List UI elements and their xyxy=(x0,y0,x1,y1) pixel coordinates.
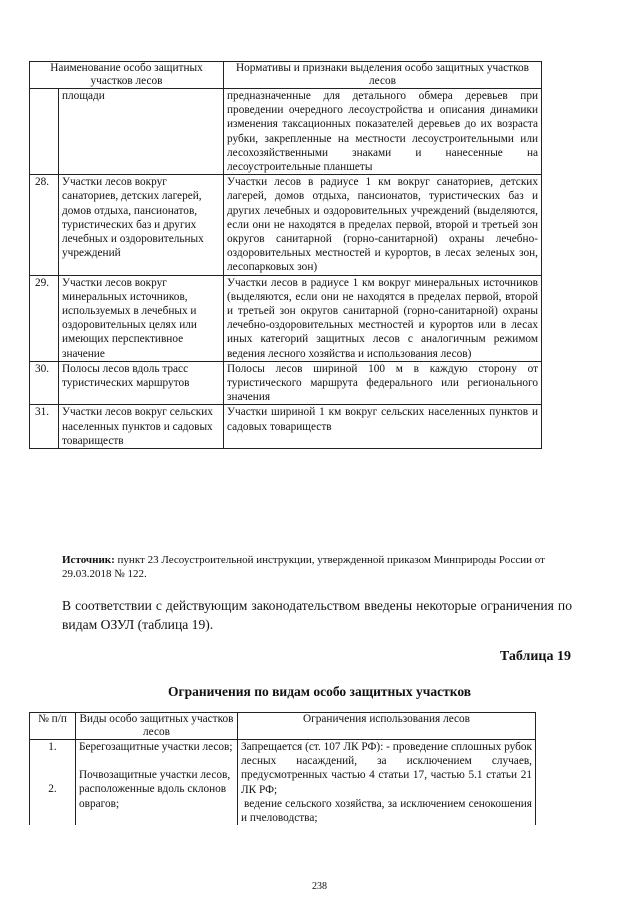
source-label: Источник: xyxy=(62,554,115,566)
header-col-restrictions: Ограничения использования лесов xyxy=(238,713,536,740)
source-text: пункт 23 Лесоустроительной инструкции, утвержденной приказом Минприроды России от 29.03.2018 № 122. xyxy=(62,554,545,580)
row-number xyxy=(30,89,59,175)
table-row xyxy=(30,89,542,175)
row-types xyxy=(76,740,238,826)
row-number: 29. xyxy=(30,275,59,361)
table-label: Таблица 19 xyxy=(499,649,571,664)
header-col-number: № п/п xyxy=(30,713,76,740)
body-paragraph: В соответствии с действующим законодательством введены некоторые ограничения по видам ОЗУЛ (таблица 19). xyxy=(62,598,572,632)
table-header-row xyxy=(30,713,536,740)
page-number: 238 xyxy=(312,881,327,892)
restriction-text: ведение сельского хозяйства, за исключением сенокошения и пчеловодства; xyxy=(241,797,532,825)
row-name: Участки лесов вокруг санаториев, детских лагерей, домов отдыха, пансионатов, туристических баз и других лечебных и оздоровительных учреждений xyxy=(59,175,224,275)
table-19 xyxy=(29,712,536,825)
table-row xyxy=(30,175,542,275)
header-col-name: Наименование особо защитных участков лесов xyxy=(30,62,224,89)
row-name: Участки лесов вокруг сельских населенных пунктов и садовых товариществ xyxy=(59,405,224,449)
table-row xyxy=(30,275,542,361)
row-type: Почвозащитные участки лесов, расположенные вдоль склонов оврагов; xyxy=(79,769,231,810)
restriction-text: Запрещается (ст. 107 ЛК РФ): - проведение сплошных рубок лесных насаждений, за исключением случаев, предусмотренных частью 4 статьи 17, частью 5.1 статьи 21 ЛК РФ; xyxy=(241,741,532,796)
row-number: 2. xyxy=(48,783,57,796)
row-number: 28. xyxy=(30,175,59,275)
row-restrictions xyxy=(238,740,536,826)
row-number: 30. xyxy=(30,361,59,405)
row-norm: Участки лесов в радиусе 1 км вокруг санаториев, детских лагерей, домов отдыха, пансионатов, туристических баз и других лечебных и оздоровительных учреждений (выделяются, если они не находятся в пределах первой, второй и третьей зон округов санитарной (горно-санитарной) охраны лечебно-оздоровительных местностей и курортов, в лесах зеленых зон, лесопарковых зон) xyxy=(224,175,542,275)
row-name: площади xyxy=(59,89,224,175)
row-norm: Полосы лесов шириной 100 м в каждую сторону от туристического маршрута федерального или регионального значения xyxy=(224,361,542,405)
row-number: 31. xyxy=(30,405,59,449)
table-row xyxy=(30,405,542,449)
row-type: Берегозащитные участки лесов; xyxy=(79,741,233,753)
row-norm: предназначенные для детального обмера деревьев при проведении очередного лесоустройства и описания динамики изменения таксационных показателей деревьев до их возраста рубки, закрепленные на местности лесоустроительными или лесохозяйственными знаками и нанесенные на лесоустроительные планшеты xyxy=(224,89,542,175)
row-numbers xyxy=(30,740,76,826)
source-note xyxy=(62,553,572,581)
row-number: 1. xyxy=(48,741,57,753)
table-row xyxy=(30,361,542,405)
table-row xyxy=(30,740,536,826)
row-name: Участки лесов вокруг минеральных источников, используемых в лечебных и оздоровительных целях или имеющих перспективное значение xyxy=(59,275,224,361)
table-header-row xyxy=(30,62,542,89)
table-title: Ограничения по видам особо защитных участков xyxy=(167,684,472,699)
header-col-norm: Нормативы и признаки выделения особо защитных участков лесов xyxy=(224,62,542,89)
header-col-type: Виды особо защитных участков лесов xyxy=(76,713,238,740)
row-name: Полосы лесов вдоль трасс туристических маршрутов xyxy=(59,361,224,405)
row-norm: Участки шириной 1 км вокруг сельских населенных пунктов и садовых товариществ xyxy=(224,405,542,449)
row-norm: Участки лесов в радиусе 1 км вокруг минеральных источников (выделяются, если они не находятся в пределах первой, второй и третьей зон округов санитарной (горно-санитарной) охраны лечебно-оздоровительных местностей и курортов или в лесах иных категорий защитных лесов с аналогичным режимом ведения лесного хозяйства и использования лесов) xyxy=(224,275,542,361)
table-18 xyxy=(29,61,542,449)
